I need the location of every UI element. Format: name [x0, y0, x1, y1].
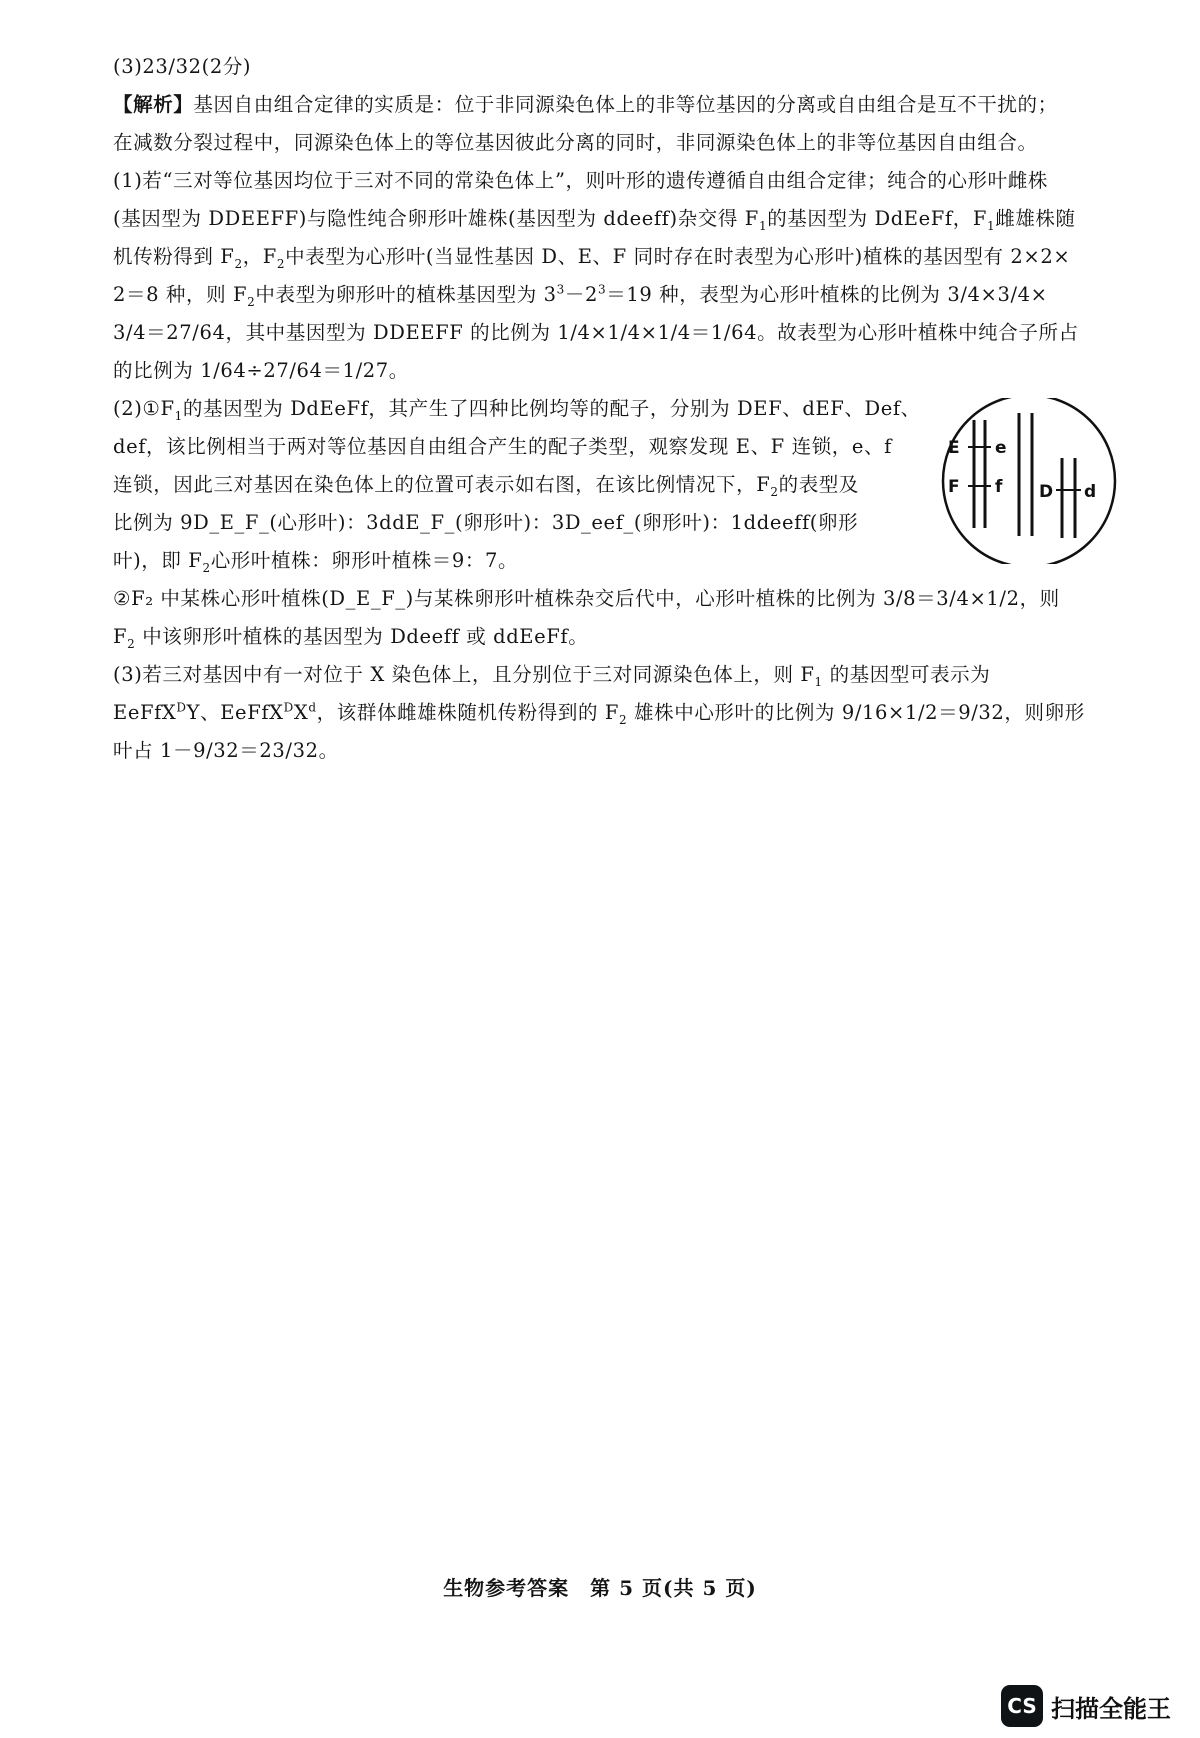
part1-line-6: 的比例为 1/64÷27/64＝1/27。 — [113, 359, 409, 382]
page-footer: 生物参考答案 第 5 页(共 5 页) — [443, 1576, 757, 1600]
analysis-line-1: 【解析】基因自由组合定律的实质是：位于非同源染色体上的非等位基因的分离或自由组合是互不干扰的； — [113, 93, 1058, 116]
gene-label-e: e — [995, 438, 1007, 458]
part1-line-2: (基因型为 DDEEFF)与隐性纯合卵形叶雄株(基因型为 ddeeff)杂交得 $F_1$的基因型为 DdEeFf，$F_1$雌雄株随 — [113, 207, 1076, 233]
part2-line-5: 叶)，即 $F_2$心形叶植株：卵形叶植株＝9：7。 — [113, 549, 519, 575]
part3-line-2: EeFfX$^D$Y、$EeFfX^DX^d$，该群体雌雄株随机传粉得到的 $F_2$ 雄株中心形叶的比例为 9/16×1/2＝9/32，则卵形 — [113, 700, 1085, 727]
watermark-text: 扫描全能王 — [1051, 1694, 1171, 1723]
part2-line-7: $F_2$ 中该卵形叶植株的基因型为 Ddeeff 或 ddEeFf。 — [113, 625, 589, 651]
part3-line-3: 叶占 1－9/32＝23/32。 — [113, 739, 339, 762]
chromosome-diagram — [938, 398, 1120, 564]
part1-line-5: 3/4＝27/64，其中基因型为 DDEEFF 的比例为 1/4×1/4×1/4＝1/64。故表型为心形叶植株中纯合子所占 — [113, 321, 1079, 344]
part1-line-1: (1)若“三对等位基因均位于三对不同的常染色体上”，则叶形的遗传遵循自由组合定律；纯合的心形叶雌株 — [113, 169, 1048, 192]
gene-label-D: D — [1039, 482, 1054, 502]
part1-line-4: 2＝8 种，则 $F_2$中表型为卵形叶的植株基因型为 $3^3-2^3=19$ 种，表型为心形叶植株的比例为 3/4×3/4× — [113, 282, 1048, 309]
part2-line-6: ②F₂ 中某株心形叶植株(D_E_F_)与某株卵形叶植株杂交后代中，心形叶植株的比例为 3/8＝3/4×1/2，则 — [113, 587, 1060, 610]
scanner-watermark — [1001, 1684, 1171, 1728]
part2-line-1: $(2)①F_1$的基因型为 DdEeFf，其产生了四种比例均等的配子，分别为 DEF、dEF、Def、 — [113, 397, 921, 423]
part3-line-1: (3)若三对基因中有一对位于 X 染色体上，且分别位于三对同源染色体上，则 $F_1$ 的基因型可表示为 — [113, 663, 991, 689]
answer-line — [113, 48, 1118, 86]
part2-line-3: 连锁，因此三对基因在染色体上的位置可表示如右图，在该比例情况下，$F_2$的表型及 — [113, 473, 859, 499]
cell-outline — [943, 398, 1115, 564]
camscanner-logo-icon: CS — [1001, 1685, 1043, 1727]
part1-line-3: 机传粉得到 $F_2$，$F_2$中表型为心形叶(当显性基因 D、E、F 同时存在时表型为心形叶)植株的基因型有 2×2× — [113, 245, 1071, 271]
part2-line-4: 比例为 9D_E_F_(心形叶)：3ddE_F_(卵形叶)：3D_eef_(卵形叶)：1ddeeff(卵形 — [113, 511, 859, 534]
gene-label-F: F — [948, 477, 960, 497]
part2-line-2: def，该比例相当于两对等位基因自由组合产生的配子类型，观察发现 E、F 连锁，e、f — [113, 435, 892, 458]
gene-label-d: d — [1084, 482, 1097, 502]
analysis-tag: 【解析】 — [113, 93, 194, 116]
gene-label-E: E — [948, 438, 960, 458]
gene-label-f: f — [995, 477, 1003, 497]
answer-text: (3)23/32(2分) — [113, 55, 252, 78]
analysis-line-2: 在减数分裂过程中，同源染色体上的等位基因彼此分离的同时，非同源染色体上的非等位基因自由组合。 — [113, 131, 1038, 154]
